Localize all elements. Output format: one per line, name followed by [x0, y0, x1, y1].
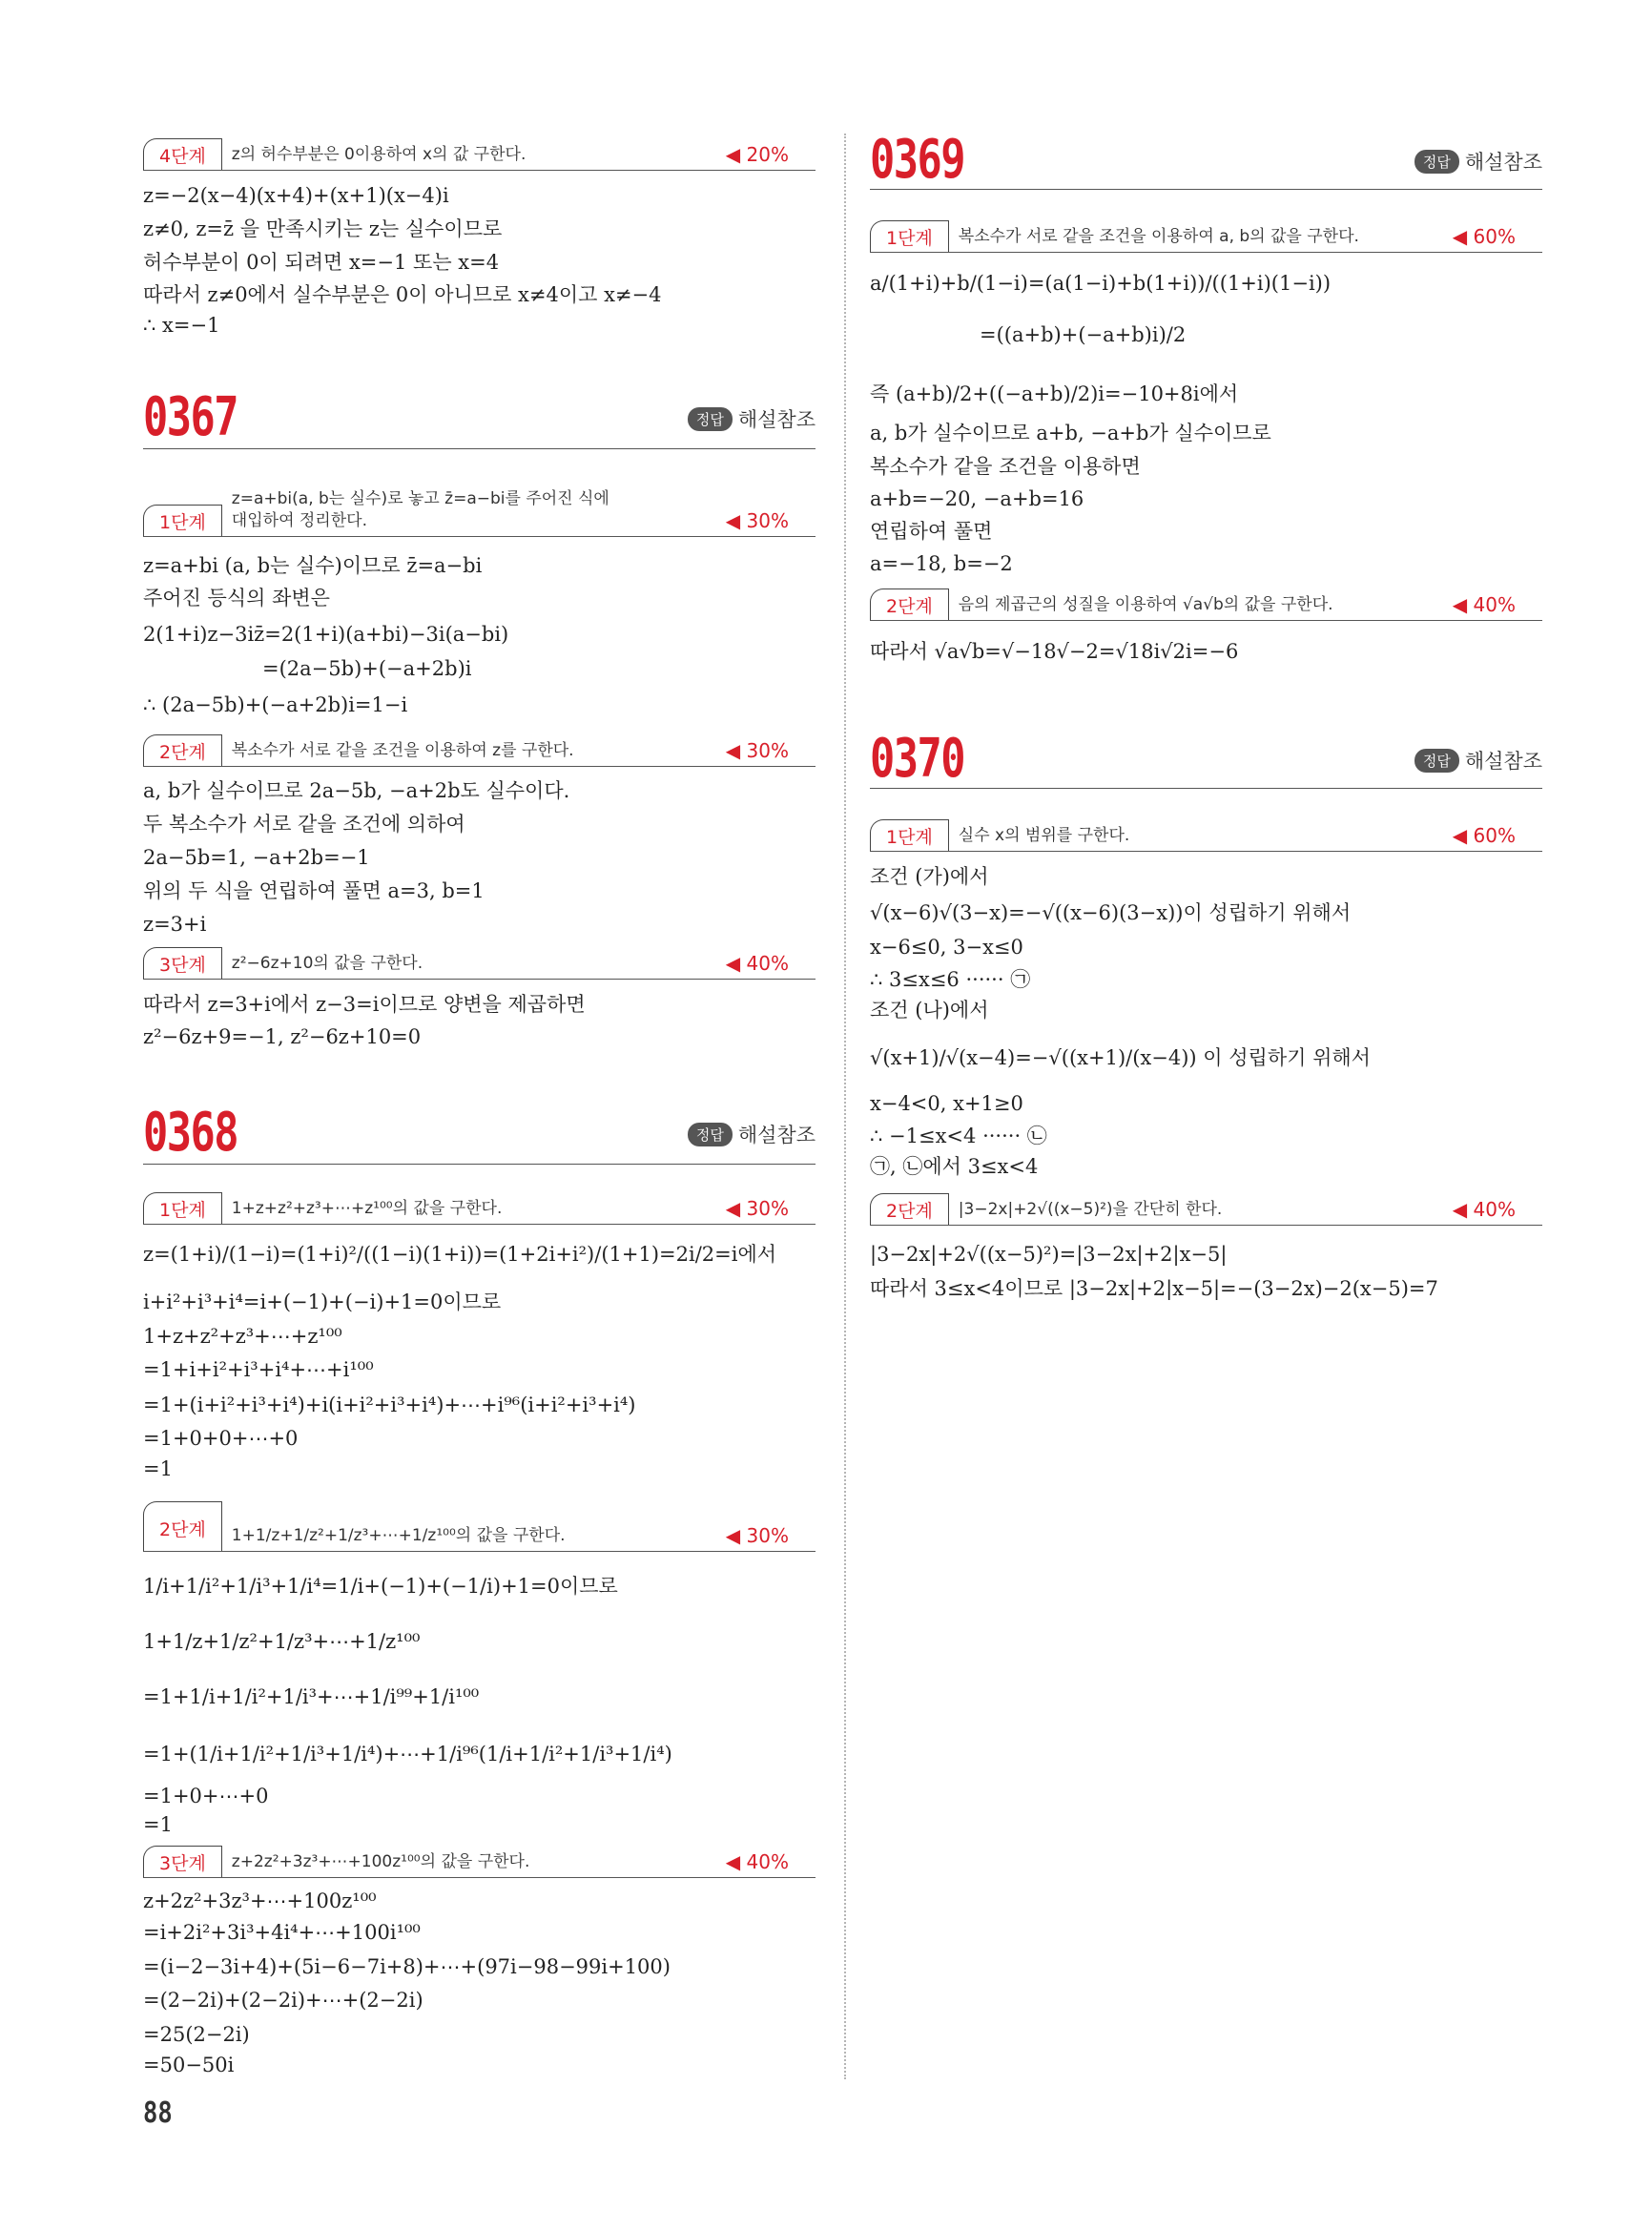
answer-text: 해설참조	[737, 408, 816, 431]
step-header	[143, 1497, 816, 1552]
solution-line: =(2−2i)+(2−2i)+⋯+(2−2i)	[143, 1989, 423, 2012]
step-description: 1+1/z+1/z²+1/z³+⋯+1/z¹⁰⁰의 값을 구한다.	[231, 1526, 566, 1546]
solution-line: =1	[143, 1457, 173, 1480]
step-description: z²−6z+10의 값을 구한다.	[231, 954, 423, 974]
solution-line: z≠0, z=z̄ 을 만족시키는 z는 실수이므로	[143, 217, 503, 240]
problem-number: 0369	[870, 129, 964, 191]
solution-line: =1+(i+i²+i³+i⁴)+i(i+i²+i³+i⁴)+⋯+i⁹⁶(i+i²+i³+i⁴)	[143, 1394, 636, 1416]
solution-line: 조건 (가)에서	[870, 865, 989, 888]
step-header	[143, 475, 816, 537]
answer-text: 해설참조	[1464, 151, 1542, 174]
step-percent: ◀ 60%	[1452, 225, 1516, 248]
solution-line: z=a+bi (a, b는 실수)이므로 z̄=a−bi	[143, 554, 483, 577]
answer-badge: 정답	[1415, 749, 1459, 773]
solution-line: =25(2−2i)	[143, 2023, 250, 2046]
step-label: 4단계	[143, 138, 222, 170]
solution-line: 1+z+z²+z³+⋯+z¹⁰⁰	[143, 1325, 342, 1348]
solution-line: =((a+b)+(−a+b)i)/2	[980, 323, 1187, 346]
step-description: 실수 x의 범위를 구한다.	[958, 826, 1130, 846]
step-description: |3−2x|+2√((x−5)²)을 간단히 한다.	[958, 1200, 1223, 1220]
step-label: 3단계	[143, 947, 222, 979]
solution-line: z=−2(x−4)(x+4)+(x+1)(x−4)i	[143, 184, 449, 207]
step-percent: ◀ 20%	[725, 143, 789, 166]
step-label: 1단계	[870, 819, 949, 851]
problem-number: 0367	[143, 386, 237, 448]
step-label: 3단계	[143, 1846, 222, 1877]
solution-line: =1+i+i²+i³+i⁴+⋯+i¹⁰⁰	[143, 1358, 374, 1381]
step-percent: ◀ 40%	[1452, 593, 1516, 616]
answer-ref	[1415, 746, 1542, 774]
step-percent: ◀ 30%	[725, 509, 789, 532]
solution-line: 연립하여 풀면	[870, 520, 993, 543]
step-description-line: z=a+bi(a, b는 실수)로 놓고 z̄=a−bi를 주어진 식에	[231, 489, 609, 509]
solution-line: 따라서 √a√b=√−18√−2=√18i√2i=−6	[870, 640, 1239, 663]
solution-line: =1+0+0+⋯+0	[143, 1427, 299, 1450]
problem-rule	[870, 189, 1542, 190]
solution-line: =i+2i²+3i³+4i⁴+⋯+100i¹⁰⁰	[143, 1921, 421, 1944]
solution-line: 따라서 z=3+i에서 z−3=i이므로 양변을 제곱하면	[143, 993, 586, 1016]
answer-badge: 정답	[1415, 150, 1459, 174]
step-header	[143, 134, 816, 171]
step-description: z+2z²+3z³+⋯+100z¹⁰⁰의 값을 구한다.	[231, 1852, 530, 1872]
step-header	[143, 730, 816, 767]
solution-line: i+i²+i³+i⁴=i+(−1)+(−i)+1=0이므로	[143, 1291, 502, 1313]
solution-line: ∴ 3≤x≤6 ······ ㉠	[870, 968, 1031, 991]
solution-line: √(x−6)√(3−x)=−√((x−6)(3−x))이 성립하기 위해서	[870, 901, 1352, 924]
solution-line: z²−6z+9=−1, z²−6z+10=0	[143, 1025, 422, 1048]
problem-number: 0370	[870, 728, 964, 790]
solution-line: |3−2x|+2√((x−5)²)=|3−2x|+2|x−5|	[870, 1243, 1228, 1266]
step-description-line: 대입하여 정리한다.	[231, 511, 367, 531]
solution-line: 1+1/z+1/z²+1/z³+⋯+1/z¹⁰⁰	[143, 1630, 421, 1653]
step-percent: ◀ 40%	[725, 1850, 789, 1873]
step-label: 2단계	[143, 1501, 222, 1551]
answer-ref	[688, 404, 816, 433]
problem-rule	[143, 1164, 816, 1165]
step-label: 2단계	[870, 588, 949, 620]
solution-line: 2a−5b=1, −a+2b=−1	[143, 846, 370, 869]
solution-line: =(2a−5b)+(−a+2b)i	[262, 657, 472, 680]
step-header	[870, 815, 1542, 852]
solution-line: ㉠, ㉡에서 3≤x<4	[870, 1155, 1039, 1178]
solution-line: z=(1+i)/(1−i)=(1+i)²/((1−i)(1+i))=(1+2i+i²)/(1+1)=2i/2=i에서	[143, 1243, 777, 1266]
step-percent: ◀ 30%	[725, 1524, 789, 1547]
step-description	[222, 488, 726, 536]
step-header	[870, 216, 1542, 253]
solution-line: =1+0+⋯+0	[143, 1785, 269, 1807]
step-description: 음의 제곱근의 성질을 이용하여 √a√b의 값을 구한다.	[958, 595, 1333, 615]
solution-line: 두 복소수가 서로 같을 조건에 의하여	[143, 813, 465, 836]
solution-line: a+b=−20, −a+b=16	[870, 487, 1084, 510]
problem-number: 0368	[143, 1102, 237, 1164]
solution-line: a, b가 실수이므로 a+b, −a+b가 실수이므로	[870, 422, 1271, 444]
step-label: 2단계	[143, 734, 222, 766]
step-description: 복소수가 서로 같을 조건을 이용하여 z를 구한다.	[231, 741, 574, 761]
page-number: 88	[143, 2096, 173, 2130]
solution-line: x−6≤0, 3−x≤0	[870, 936, 1023, 959]
answer-ref	[688, 1120, 816, 1148]
solution-line: ∴ −1≤x<4 ······ ㉡	[870, 1125, 1047, 1147]
step-description: 1+z+z²+z³+⋯+z¹⁰⁰의 값을 구한다.	[231, 1199, 503, 1219]
solution-line: =1+(1/i+1/i²+1/i³+1/i⁴)+⋯+1/i⁹⁶(1/i+1/i²+1/i³+1/i⁴)	[143, 1743, 672, 1765]
step-header	[870, 584, 1542, 621]
solution-line: 복소수가 같을 조건을 이용하면	[870, 455, 1141, 478]
solution-line: 위의 두 식을 연립하여 풀면 a=3, b=1	[143, 879, 485, 902]
answer-text: 해설참조	[737, 1124, 816, 1146]
answer-text: 해설참조	[1464, 750, 1542, 773]
solution-line: z=3+i	[143, 913, 207, 936]
solution-line: 허수부분이 0이 되려면 x=−1 또는 x=4	[143, 251, 500, 274]
step-header	[143, 1187, 816, 1225]
step-label: 1단계	[143, 1192, 222, 1224]
solution-line: a/(1+i)+b/(1−i)=(a(1−i)+b(1+i))/((1+i)(1−i))	[870, 272, 1332, 295]
solution-line: =1	[143, 1813, 173, 1836]
solution-line: =50−50i	[143, 2054, 235, 2076]
problem-rule	[870, 788, 1542, 789]
solution-line: 따라서 3≤x<4이므로 |3−2x|+2|x−5|=−(3−2x)−2(x−5)=7	[870, 1277, 1438, 1300]
step-label: 1단계	[870, 220, 949, 252]
solution-line: 2(1+i)z−3iz̄=2(1+i)(a+bi)−3i(a−bi)	[143, 623, 509, 646]
solution-line: 주어진 등식의 좌변은	[143, 587, 330, 609]
step-label: 1단계	[143, 505, 222, 536]
step-label: 2단계	[870, 1193, 949, 1225]
solution-line: 1/i+1/i²+1/i³+1/i⁴=1/i+(−1)+(−1/i)+1=0이므로	[143, 1575, 618, 1598]
step-description: z의 허수부분은 0이용하여 x의 값 구한다.	[231, 145, 527, 165]
solution-line: =1+1/i+1/i²+1/i³+⋯+1/i⁹⁹+1/i¹⁰⁰	[143, 1685, 480, 1708]
solution-line: ∴ (2a−5b)+(−a+2b)i=1−i	[143, 693, 408, 716]
solution-line: x−4<0, x+1≥0	[870, 1092, 1023, 1115]
step-description: 복소수가 서로 같을 조건을 이용하여 a, b의 값을 구한다.	[958, 227, 1359, 247]
step-percent: ◀ 30%	[725, 739, 789, 762]
solution-line: z+2z²+3z³+⋯+100z¹⁰⁰	[143, 1889, 377, 1912]
solution-line: a=−18, b=−2	[870, 552, 1013, 575]
solution-line: ∴ x=−1	[143, 314, 220, 337]
solution-line: 따라서 z≠0에서 실수부분은 0이 아니므로 x≠4이고 x≠−4	[143, 283, 662, 306]
step-percent: ◀ 60%	[1452, 824, 1516, 847]
solution-line: =(i−2−3i+4)+(5i−6−7i+8)+⋯+(97i−98−99i+100)	[143, 1955, 671, 1978]
solution-line: a, b가 실수이므로 2a−5b, −a+2b도 실수이다.	[143, 779, 570, 802]
solution-line: √(x+1)/√(x−4)=−√((x+1)/(x−4)) 이 성립하기 위해서	[870, 1046, 1371, 1069]
step-header	[143, 1841, 816, 1878]
problem-rule	[143, 448, 816, 449]
step-percent: ◀ 30%	[725, 1197, 789, 1220]
solution-line: 즉 (a+b)/2+((−a+b)/2)i=−10+8i에서	[870, 382, 1239, 405]
step-percent: ◀ 40%	[725, 952, 789, 975]
step-percent: ◀ 40%	[1452, 1198, 1516, 1221]
answer-badge: 정답	[688, 1123, 733, 1146]
answer-ref	[1415, 147, 1542, 176]
step-header	[143, 942, 816, 980]
solution-line: 조건 (나)에서	[870, 999, 989, 1022]
column-divider	[844, 134, 846, 2079]
answer-badge: 정답	[688, 407, 733, 431]
step-header	[870, 1188, 1542, 1226]
